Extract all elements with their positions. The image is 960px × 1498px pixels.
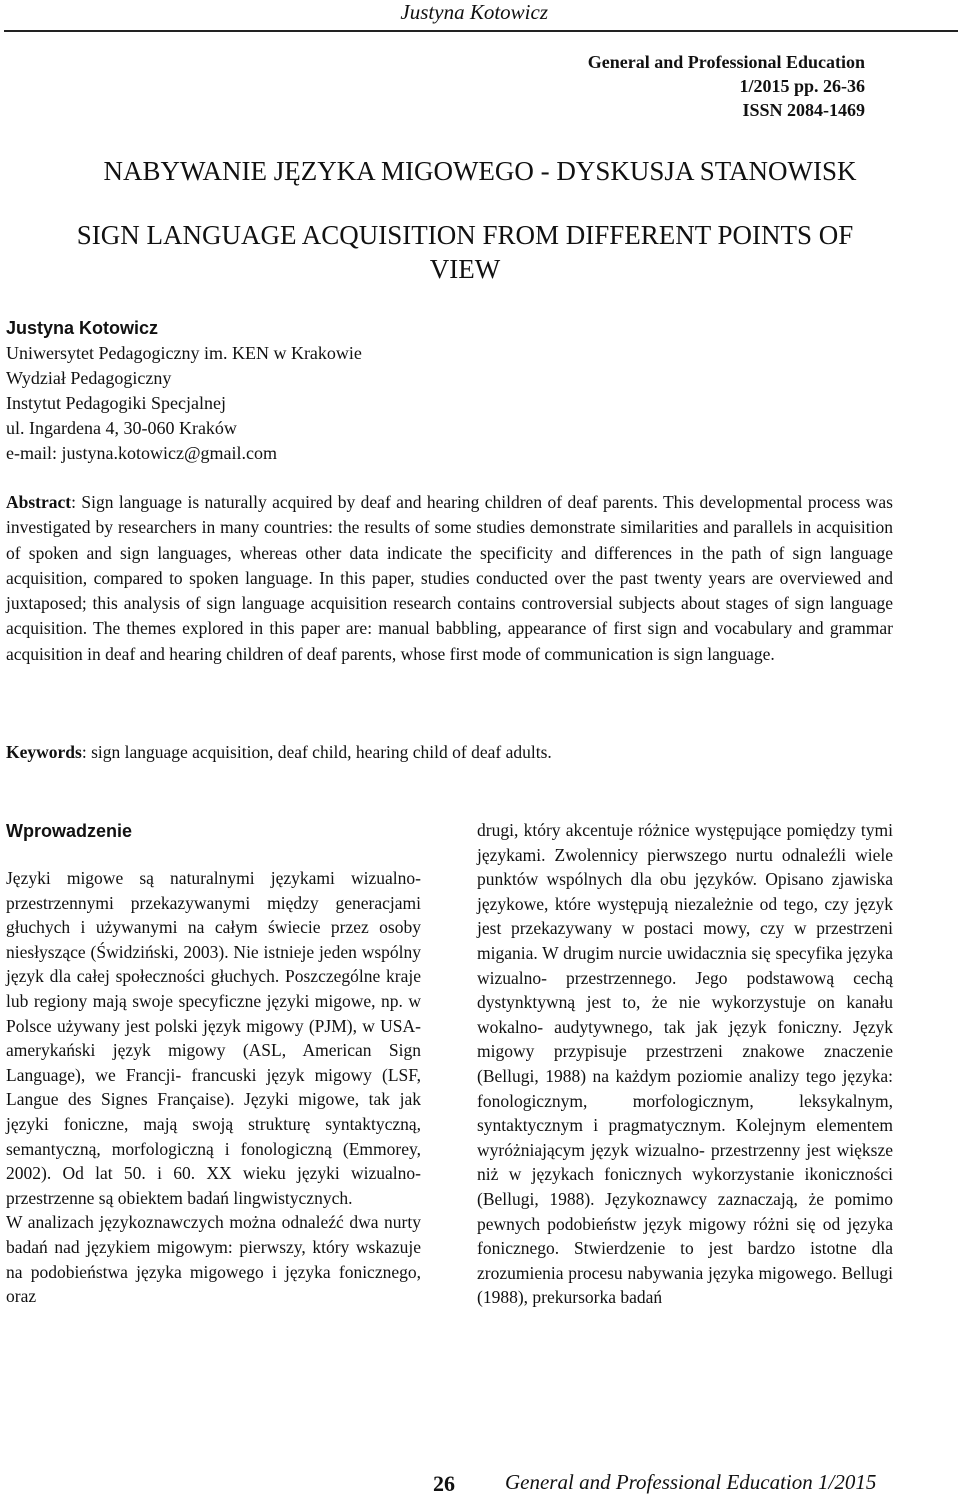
keywords: [6, 740, 893, 765]
running-head-author: Justyna Kotowicz: [400, 0, 548, 24]
header-rule: [4, 30, 958, 32]
body-paragraph: W analizach językoznawczych można odnaleźć dwa nurty badań nad językiem migowym: pierwszy, który wskazuje na podobieństwa języka migowego i języka fonicznego, oraz: [6, 1212, 421, 1307]
author-name: Justyna Kotowicz: [6, 318, 159, 338]
left-column: [6, 818, 421, 1309]
journal-name: General and Professional Education: [587, 52, 865, 72]
author-email[interactable]: e-mail: justyna.kotowicz@gmail.com: [6, 443, 278, 463]
keywords-label: Keywords: [6, 742, 82, 762]
page-number: 26: [433, 1471, 455, 1496]
author-block: [6, 316, 606, 466]
affiliation-line: Uniwersytet Pedagogiczny im. KEN w Krakowie: [6, 343, 362, 363]
section-heading: Wprowadzenie: [6, 821, 133, 841]
affiliation-line: ul. Ingardena 4, 30-060 Kraków: [6, 418, 237, 438]
abstract-label: Abstract: [6, 492, 72, 512]
abstract-text: : Sign language is naturally acquired by deaf and hearing children of deaf parents. This developmental process was investigated by researchers in many countries: the results of some studies demonstrate similarities and parallels in acquisition of spoken and sign languages, whereas other data indicate the specificity and differences in the path of sign language acquisition, compared to spoken language. In this paper, studies conducted over the past twenty years are overviewed and juxtaposed; this analysis of sign language acquisition research contains controversial subjects about stages of sign language acquisition. The themes explored in this paper are: manual babbling, appearance of first sign and vocabulary and grammar acquisition in deaf and hearing children of deaf parents, whose first mode of communication is sign language.: [6, 492, 893, 664]
journal-issue: 1/2015 pp. 26-36: [739, 76, 865, 96]
journal-issn: ISSN 2084-1469: [742, 100, 865, 120]
affiliation-line: Instytut Pedagogiki Specjalnej: [6, 393, 226, 413]
footer-journal: General and Professional Education 1/2015: [505, 1470, 877, 1494]
right-column: [477, 818, 893, 1310]
abstract: [6, 490, 893, 667]
keywords-text: : sign language acquisition, deaf child, hearing child of deaf adults.: [81, 742, 552, 762]
body-paragraph: Języki migowe są naturalnymi językami wizualno- przestrzennymi przekazywanymi między generacjami głuchych i używanymi na całym świecie przez osoby niesłyszące (Świdziński, 2003). Nie istnieje jeden wspólny język dla całej społeczności głuchych. Poszczególne kraje lub regiony mają swoje specyficzne języki migowe, np. w Polsce używany jest polski język migowy (PJM), w USA- amerykański język migowy (ASL, American Sign Language), we Francji- francuski język migowy (LSF, Langue des Signes Française). Języki migowe, tak jak języki foniczne, mają swoją strukturę syntaktyczną, semantyczną, morfologiczną i fonologiczną (Emmorey, 2002). Od lat 50. i 60. XX wieku języki wizualno-przestrzenne są obiektem badań lingwistycznych.: [6, 868, 421, 1208]
journal-info: [365, 50, 865, 122]
affiliation-line: Wydział Pedagogiczny: [6, 368, 172, 388]
body-paragraph: drugi, który akcentuje różnice występujące pomiędzy tymi językami. Zwolennicy pierwszego nurtu odnaleźli wiele punktów wspólnych dla obu języków. Opisano zjawiska językowe, które występują niezależnie od tego, czy język jest przekazywany w postaci mowy, czy w przestrzeni migania. W drugim nurcie uwidacznia się specyfika języka wizualno- przestrzennego. Jego podstawową cechą dystynktywną jest to, że nie wykorzystuje on kanału wokalno- audytywnego, tak jak język foniczny. Język migowy przypisuje przestrzeni znakowe znaczenie (Bellugi, 1988) na każdym poziomie analizy tego języka: fonologicznym, morfologicznym, leksykalnym, syntaktycznym i pragmatycznym. Kolejnym elementem wyróżniającym język wizualno- przestrzenny jest większe niż w językach fonicznych wykorzystanie ikoniczności (Bellugi, 1988). Językoznawcy zaznaczają, że pomimo pewnych podobieństw język migowy różni się od języka fonicznego. Stwierdzenie to jest bardzo istotne dla zrozumienia procesu nabywania języka migowego. Bellugi (1988), prekursorka badań: [477, 820, 893, 1308]
title-english: SIGN LANGUAGE ACQUISITION FROM DIFFERENT POINTS OF VIEW: [76, 220, 854, 284]
title-polish: NABYWANIE JĘZYKA MIGOWEGO - DYSKUSJA STANOWISK: [103, 156, 857, 186]
